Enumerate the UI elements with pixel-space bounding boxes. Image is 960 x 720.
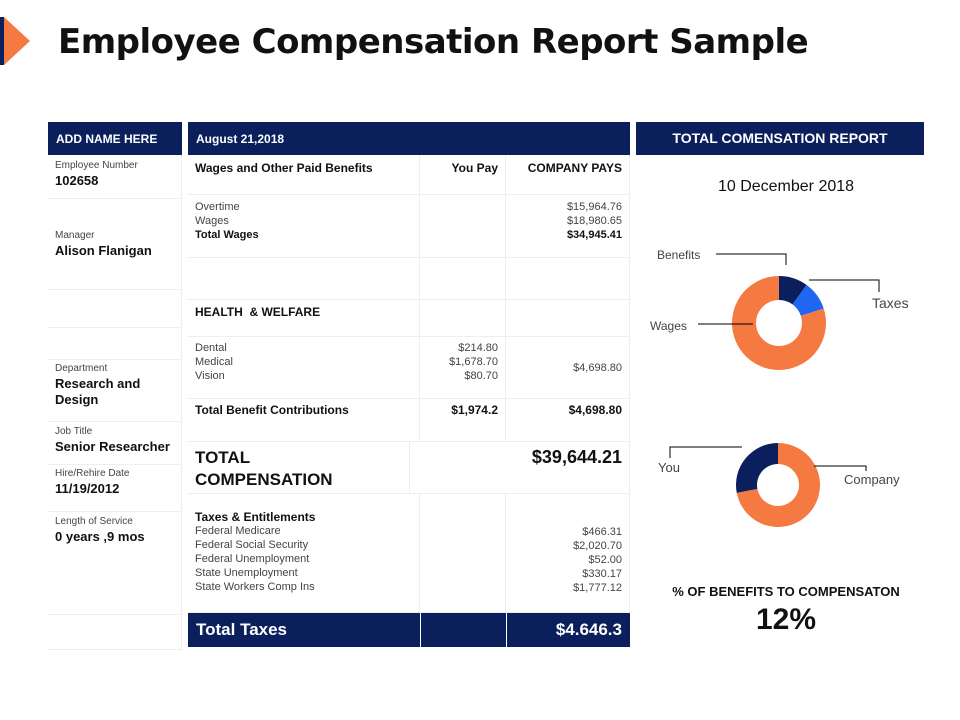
field-label: Hire/Rehire Date	[55, 468, 130, 479]
field-label: Employee Number	[55, 160, 138, 171]
field-value: Senior Researcher	[55, 439, 170, 454]
health-labels	[188, 337, 420, 399]
field-label: Job Title	[55, 426, 93, 437]
health-company-value: $4,698.80	[506, 337, 630, 399]
tax-item: State Unemployment	[195, 567, 298, 579]
benefits-pct-label: % OF BENEFITS TO COMPENSATON	[672, 584, 900, 599]
benefit-total-company: $4,698.80	[506, 399, 630, 442]
col-header-label: Wages and Other Paid Benefits	[188, 155, 420, 195]
health-item: Vision	[195, 370, 225, 382]
legend-company: Company	[844, 472, 900, 487]
legend-you: You	[658, 460, 680, 475]
field-value: 102658	[55, 173, 99, 188]
total-taxes-label: Total Taxes	[196, 620, 288, 639]
divider	[420, 613, 421, 647]
divider	[506, 613, 507, 647]
tax-item: State Workers Comp Ins	[195, 581, 315, 593]
tax-value: $1,777.12	[573, 582, 622, 594]
field-length-of-service	[48, 512, 182, 615]
legend-taxes: Taxes	[872, 295, 909, 311]
empty-cell	[506, 300, 630, 337]
tax-value: $330.17	[582, 568, 622, 580]
wage-item: Wages	[195, 215, 229, 227]
tax-value: $2,020.70	[573, 540, 622, 552]
tax-value: $466.31	[582, 526, 622, 538]
donut-slice-you	[736, 443, 778, 493]
empty-cell	[420, 300, 506, 337]
total-taxes-value: $4.646.3	[555, 620, 622, 639]
legend-wages: Wages	[650, 319, 687, 333]
wages-company-values	[506, 195, 630, 258]
field-hire-date	[48, 465, 182, 512]
benefits-pct-value: 12%	[755, 603, 817, 636]
you-leader-line	[670, 447, 742, 458]
empty-cell	[420, 258, 506, 300]
donut-charts	[636, 230, 936, 530]
compensation-donut	[732, 276, 826, 370]
field-job-title	[48, 422, 182, 465]
page-title: Employee Compensation Report Sample	[58, 22, 809, 62]
empty-cell	[48, 615, 182, 650]
field-label: Manager	[55, 230, 95, 241]
wages-labels	[188, 195, 420, 258]
benefit-total-you: $1,974.2	[420, 399, 506, 442]
tax-item: Federal Social Security	[195, 539, 309, 551]
tax-item: Federal Unemployment	[195, 553, 310, 565]
benefit-total-label: Total Benefit Contributions	[188, 399, 420, 442]
empty-cell	[506, 258, 630, 300]
health-you-value: $1,678.70	[449, 356, 498, 368]
health-you-value: $214.80	[458, 342, 498, 354]
field-value: 11/19/2012	[55, 481, 120, 496]
empty-cell	[188, 258, 420, 300]
taxes-labels	[188, 494, 420, 613]
field-label: Department	[55, 363, 108, 374]
field-value: Research and Design	[55, 376, 141, 407]
field-department	[48, 360, 182, 422]
health-item: Medical	[195, 356, 233, 368]
empty-cell	[420, 494, 506, 613]
tax-item: Federal Medicare	[195, 525, 281, 537]
total-compensation-label: TOTAL COMPENSATION	[188, 442, 410, 494]
health-item: Dental	[195, 342, 227, 354]
wage-value: $15,964.76	[566, 201, 622, 213]
report-header: TOTAL COMENSATION REPORT	[636, 122, 924, 155]
field-label: Length of Service	[55, 516, 133, 527]
col-header-company-pays: COMPANY PAYS	[506, 155, 630, 195]
total-wages-label: Total Wages	[195, 229, 259, 241]
health-you-values	[420, 337, 506, 399]
field-employee-number	[48, 155, 182, 199]
taxes-leader-line	[809, 280, 879, 292]
total-taxes-row	[188, 613, 630, 647]
field-value: 0 years ,9 mos	[55, 529, 145, 544]
legend-benefits: Benefits	[657, 248, 701, 262]
taxes-title: Taxes & Entitlements	[195, 510, 316, 524]
table-date-header: August 21,2018	[188, 122, 630, 155]
report-date: 10 December 2018	[717, 178, 855, 195]
health-you-value: $80.70	[464, 370, 498, 382]
health-welfare-title: HEALTH & WELFARE	[188, 300, 420, 337]
field-manager	[48, 199, 182, 290]
employee-name-header: ADD NAME HERE	[48, 122, 182, 155]
wage-value: $18,980.65	[566, 215, 622, 227]
tax-value: $52.00	[588, 554, 622, 566]
benefits-leader-line	[716, 254, 786, 265]
col-header-you-pay: You Pay	[420, 155, 506, 195]
field-value: Alison Flanigan	[55, 243, 152, 258]
wage-item: Overtime	[195, 201, 240, 213]
empty-cell	[48, 290, 182, 328]
payer-donut	[736, 443, 820, 527]
accent-triangle-icon	[4, 17, 30, 65]
total-compensation-value: $39,644.21	[410, 442, 630, 494]
company-leader-line	[814, 466, 866, 471]
taxes-values	[506, 494, 630, 613]
wages-you-cell	[420, 195, 506, 258]
empty-cell	[48, 328, 182, 360]
total-wages-value: $34,945.41	[566, 229, 622, 241]
